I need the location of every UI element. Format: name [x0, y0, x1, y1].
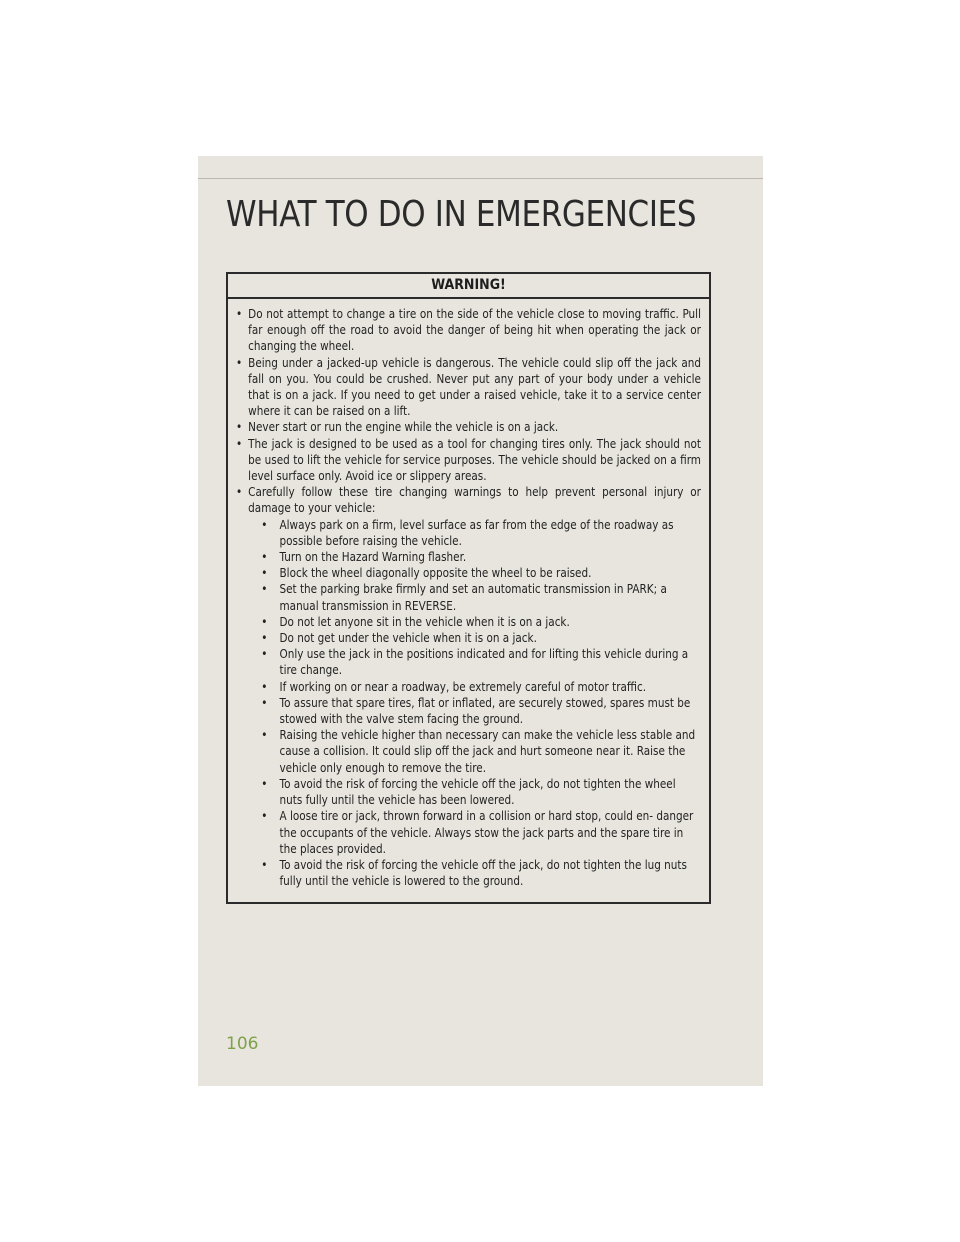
warning-heading: WARNING! [228, 274, 709, 299]
section-title: WHAT TO DO IN EMERGENCIES [226, 194, 697, 235]
sub-warning-item: • Do not get under the vehicle when it is on a jack. [248, 630, 701, 646]
sub-warning-item: • To avoid the risk of forcing the vehicle off the jack, do not tighten the wheel nuts fully until the vehicle has been lowered. [248, 776, 701, 808]
sub-warning-item: • Always park on a firm, level surface as far from the edge of the roadway as possible before raising the vehicle. [248, 517, 701, 549]
warning-box [226, 272, 711, 904]
warning-list [236, 306, 701, 889]
sub-warning-item: • Do not let anyone sit in the vehicle when it is on a jack. [248, 614, 701, 630]
page-number: 106 [226, 1034, 259, 1054]
warning-item: • Never start or run the engine while the vehicle is on a jack. [236, 419, 701, 435]
warning-body [228, 299, 709, 889]
warning-item: • Do not attempt to change a tire on the side of the vehicle close to moving traffic. Pull far enough off the road to avoid the danger of being hit when operating the jack or changing the wheel. [236, 306, 701, 355]
warning-item-text: Carefully follow these tire changing warnings to help prevent personal injury or damage to your vehicle: [248, 485, 701, 516]
sub-warning-item: • A loose tire or jack, thrown forward in a collision or hard stop, could en- danger the occupants of the vehicle. Always stow the jack parts and the spare tire in the places provided. [248, 808, 701, 857]
tire-change-warning-list [248, 517, 701, 890]
sub-warning-item: • If working on or near a roadway, be extremely careful of motor traffic. [248, 679, 701, 695]
warning-item-with-sublist [236, 484, 701, 889]
manual-page [198, 156, 763, 1086]
warning-item: • Being under a jacked-up vehicle is dangerous. The vehicle could slip off the jack and fall on you. You could be crushed. Never put any part of your body under a vehicle that is on a jack. If you need to get under a raised vehicle, take it to a service center where it can be raised on a lift. [236, 355, 701, 420]
header-rule [198, 178, 763, 179]
sub-warning-item: • Raising the vehicle higher than necessary can make the vehicle less stable and cause a collision. It could slip off the jack and hurt someone near it. Raise the vehicle only enough to remove the tire. [248, 727, 701, 776]
sub-warning-item: • Set the parking brake firmly and set an automatic transmission in PARK; a manual transmission in REVERSE. [248, 581, 701, 613]
sub-warning-item: • To assure that spare tires, flat or inflated, are securely stowed, spares must be stowed with the valve stem facing the ground. [248, 695, 701, 727]
sub-warning-item: • Block the wheel diagonally opposite the wheel to be raised. [248, 565, 701, 581]
sub-warning-item: • To avoid the risk of forcing the vehicle off the jack, do not tighten the lug nuts fully until the vehicle is lowered to the ground. [248, 857, 701, 889]
warning-item: • The jack is designed to be used as a tool for changing tires only. The jack should not be used to lift the vehicle for service purposes. The vehicle should be jacked on a firm level surface only. Avoid ice or slippery areas. [236, 436, 701, 485]
sub-warning-item: • Turn on the Hazard Warning flasher. [248, 549, 701, 565]
sub-warning-item: • Only use the jack in the positions indicated and for lifting this vehicle during a tire change. [248, 646, 701, 678]
